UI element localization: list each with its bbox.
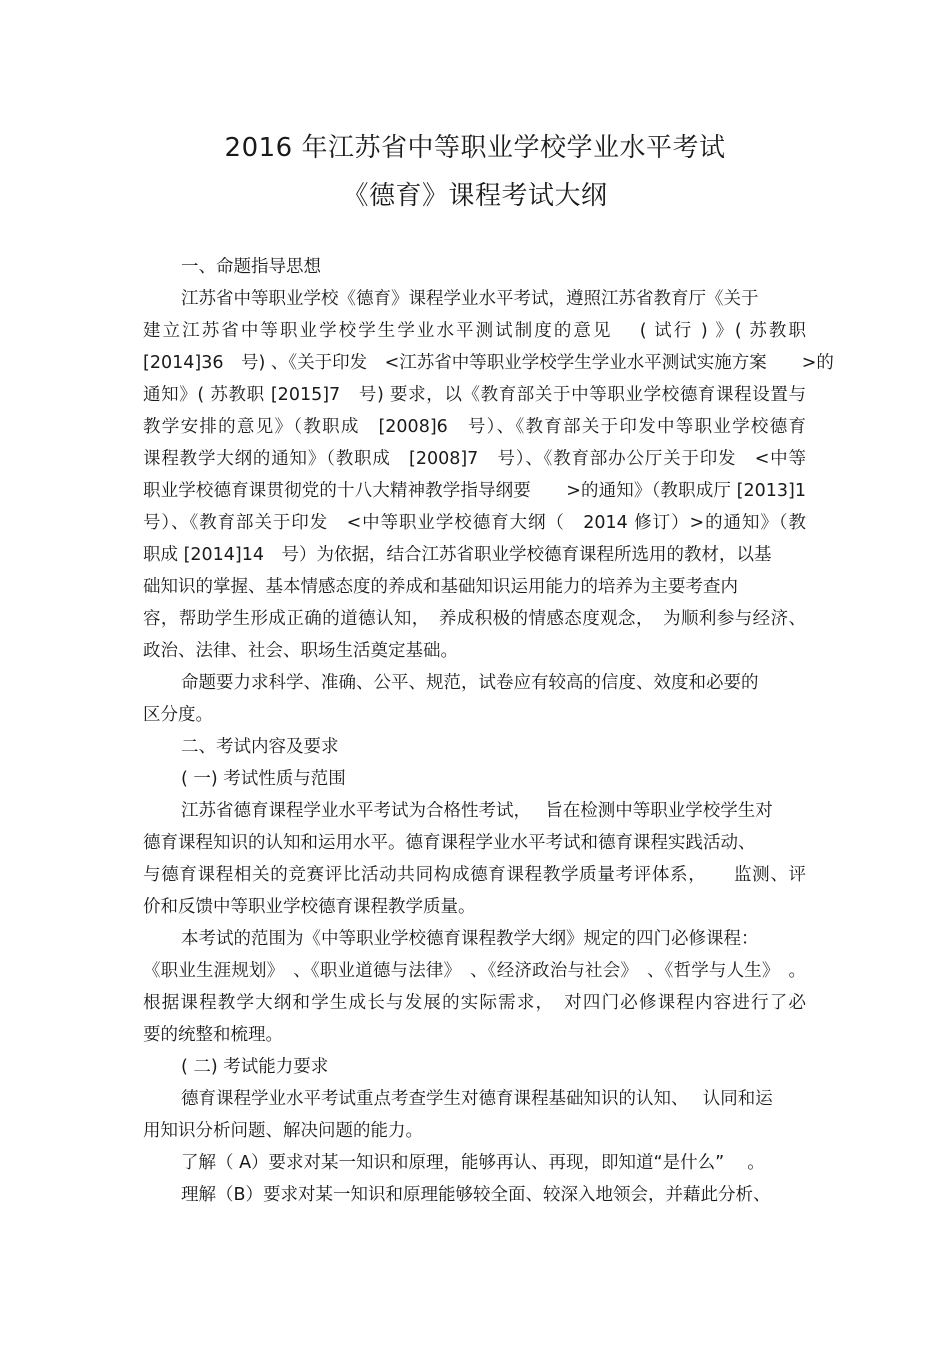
- paragraph-line: 了解（ A）要求对某一知识和原理，能够再认、再现，即知道“是什么” 。: [181, 1153, 765, 1173]
- paragraph-line: 本考试的范围为《中等职业学校德育课程教学大纲》规定的四门必修课程：: [181, 929, 759, 949]
- paragraph-line: 与德育课程相关的竞赛评比活动共同构成德育课程教学质量考评体系， 监测、评: [143, 865, 806, 885]
- paragraph-line: 础知识的掌握、基本情感态度的养成和基础知识运用能力的培养为主要考查内: [143, 577, 738, 597]
- paragraph-line: 要的统整和梳理。: [143, 1025, 283, 1045]
- paragraph-line: 《职业生涯规划》 、《职业道德与法律》 、《经济政治与社会》 、《哲学与人生》 。: [143, 961, 806, 981]
- paragraph-line: 德育课程知识的认知和运用水平。德育课程学业水平考试和德育课程实践活动、: [143, 833, 756, 853]
- section-heading: 二、考试内容及要求: [181, 737, 339, 757]
- document-title-line-2: 《德育》课程考试大纲: [342, 181, 608, 211]
- paragraph-line: 区分度。: [143, 705, 213, 725]
- paragraph-line: 命题要力求科学、准确、公平、规范，试卷应有较高的信度、效度和必要的: [181, 673, 759, 693]
- paragraph-line: 德育课程学业水平考试重点考查学生对德育课程基础知识的认知、 认同和运: [181, 1089, 773, 1109]
- subsection-heading: ( 一) 考试性质与范围: [181, 769, 346, 789]
- section-heading: 一、命题指导思想: [181, 257, 321, 277]
- subsection-heading: ( 二) 考试能力要求: [181, 1057, 329, 1077]
- paragraph-line: 职业学校德育课贯彻党的十八大精神教学指导纲要 >的通知》（教职成厅 [2013]1: [143, 481, 806, 501]
- paragraph-line: [2014]36 号) 、《关于印发 <江苏省中等职业学校学生学业水平测试实施方案 >的: [143, 353, 834, 373]
- paragraph-line: 课程教学大纲的通知》（教职成 [2008]7 号）、《教育部办公厅关于印发 <中等: [143, 449, 806, 469]
- paragraph-line: 理解（B）要求对某一知识和原理能够较全面、较深入地领会，并藉此分析、: [181, 1185, 771, 1205]
- paragraph-line: 教学安排的意见》（教职成 [2008]6 号）、《教育部关于印发中等职业学校德育: [143, 417, 806, 437]
- paragraph-line: 根据课程教学大纲和学生成长与发展的实际需求， 对四门必修课程内容进行了必: [143, 993, 806, 1013]
- paragraph-line: 江苏省中等职业学校《德育》课程学业水平考试，遵照江苏省教育厅《关于: [181, 289, 759, 309]
- paragraph-line: 号）、《教育部关于印发 <中等职业学校德育大纲（ 2014 修订）>的通知》（教: [143, 513, 806, 533]
- paragraph-line: 建立江苏省中等职业学校学生学业水平测试制度的意见 ( 试行 ) 》( 苏教职: [143, 321, 806, 341]
- paragraph-line: 江苏省德育课程学业水平考试为合格性考试， 旨在检测中等职业学校学生对: [181, 801, 773, 821]
- paragraph-line: 通知》( 苏教职 [2015]7 号) 要求，以《教育部关于中等职业学校德育课程设置与: [143, 385, 806, 405]
- paragraph-line: 职成 [2014]14 号）为依据，结合江苏省职业学校德育课程所选用的教材，以基: [143, 545, 772, 565]
- paragraph-line: 容，帮助学生形成正确的道德认知， 养成积极的情感态度观念， 为顺利参与经济、: [143, 609, 806, 629]
- document-title-line-1: 2016 年江苏省中等职业学校学业水平考试: [224, 133, 726, 163]
- paragraph-line: 价和反馈中等职业学校德育课程教学质量。: [143, 897, 476, 917]
- paragraph-line: 政治、法律、社会、职场生活奠定基础。: [143, 641, 458, 661]
- paragraph-line: 用知识分析问题、解决问题的能力。: [143, 1121, 423, 1141]
